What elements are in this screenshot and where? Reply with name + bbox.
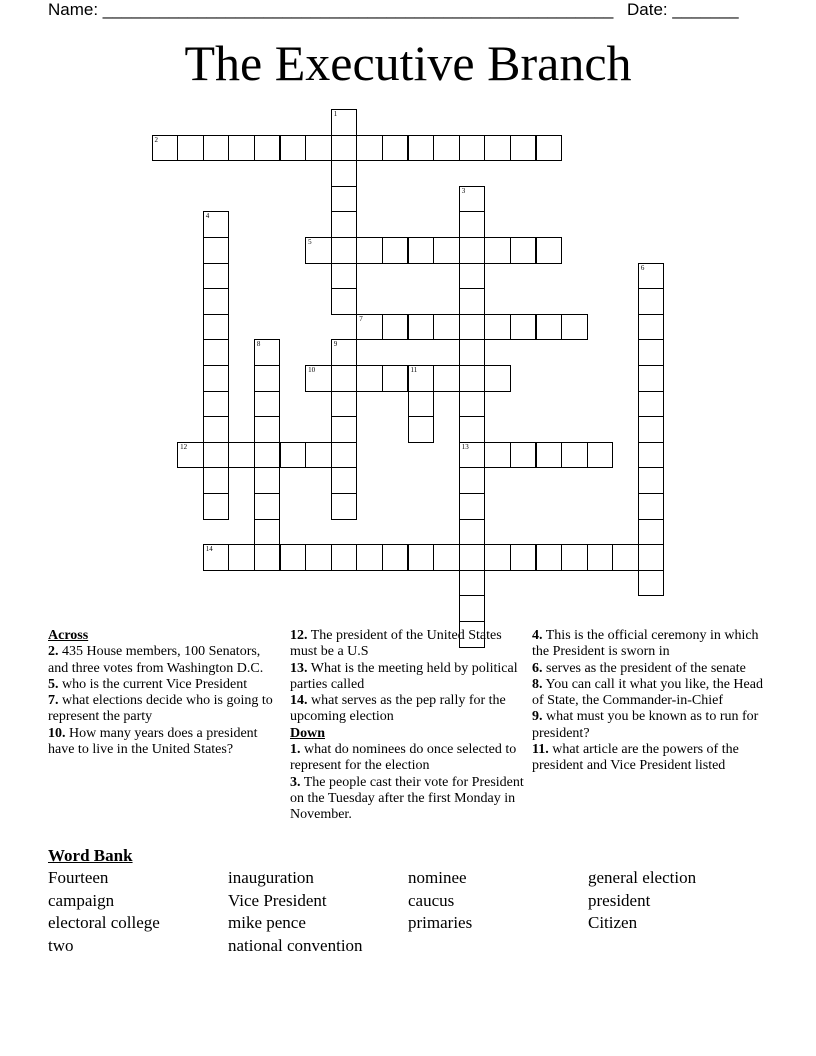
clue bbox=[290, 693, 526, 726]
clues-column-3 bbox=[532, 628, 768, 775]
crossword-cell[interactable] bbox=[561, 442, 588, 469]
crossword-cell[interactable] bbox=[459, 263, 486, 290]
crossword-cell[interactable] bbox=[331, 160, 358, 187]
crossword-cell[interactable] bbox=[203, 135, 230, 162]
clue-number: 1. bbox=[290, 742, 301, 758]
crossword-cell[interactable] bbox=[433, 544, 460, 571]
crossword-cell[interactable] bbox=[254, 391, 281, 418]
crossword-cell[interactable] bbox=[536, 544, 563, 571]
clue bbox=[290, 742, 526, 775]
crossword-cell[interactable] bbox=[305, 135, 332, 162]
crossword-cell[interactable] bbox=[331, 186, 358, 213]
crossword-cell[interactable] bbox=[510, 544, 537, 571]
clue-text: what serves as the pep rally for the upcoming election bbox=[290, 693, 506, 725]
crossword-cell[interactable] bbox=[254, 135, 281, 162]
clues-column-1 bbox=[48, 628, 284, 758]
clue-number: 7. bbox=[48, 693, 59, 709]
crossword-cell[interactable] bbox=[356, 314, 383, 341]
word-bank-item: president bbox=[588, 891, 651, 910]
crossword-cell[interactable] bbox=[382, 544, 409, 571]
clue-number: 2 bbox=[154, 135, 158, 144]
clue bbox=[532, 677, 768, 710]
crossword-cell[interactable] bbox=[254, 442, 281, 469]
crossword-cell[interactable] bbox=[177, 442, 204, 469]
clue bbox=[290, 775, 526, 824]
crossword-cell[interactable] bbox=[459, 467, 486, 494]
clue-text: You can call it what you like, the Head of State, the Commander-in-Chief bbox=[532, 676, 763, 709]
crossword-cell[interactable] bbox=[638, 570, 665, 597]
crossword-cell[interactable] bbox=[459, 570, 486, 597]
crossword-cell[interactable] bbox=[638, 544, 665, 571]
crossword-cell[interactable] bbox=[228, 135, 255, 162]
crossword-cell[interactable] bbox=[484, 365, 511, 392]
crossword-cell[interactable] bbox=[433, 365, 460, 392]
clue-number: 3 bbox=[461, 186, 466, 195]
clue-number: 13. bbox=[290, 660, 308, 676]
crossword-cell[interactable] bbox=[408, 365, 435, 392]
crossword-cell[interactable] bbox=[638, 416, 665, 443]
clue-number: 9 bbox=[333, 340, 338, 349]
clue-text: what do nominees do once selected to represent for the election bbox=[290, 742, 517, 774]
crossword-cell[interactable] bbox=[203, 263, 230, 290]
clue-number: 4 bbox=[205, 212, 210, 221]
crossword-cell[interactable] bbox=[484, 544, 511, 571]
clue-number: 10. bbox=[48, 725, 66, 741]
crossword-cell[interactable] bbox=[433, 314, 460, 341]
crossword-cell[interactable] bbox=[203, 416, 230, 443]
crossword-cell[interactable] bbox=[305, 442, 332, 469]
crossword-cell[interactable] bbox=[203, 211, 230, 238]
crossword-cell[interactable] bbox=[638, 288, 665, 315]
crossword-cell[interactable] bbox=[459, 442, 486, 469]
clue-number: 5. bbox=[48, 676, 59, 692]
crossword-cell[interactable] bbox=[459, 416, 486, 443]
clue bbox=[290, 628, 526, 661]
clue-number: 1 bbox=[333, 110, 338, 118]
crossword-cell[interactable] bbox=[356, 365, 383, 392]
crossword-cell[interactable] bbox=[484, 442, 511, 469]
crossword-cell[interactable] bbox=[510, 314, 537, 341]
crossword-cell[interactable] bbox=[382, 365, 409, 392]
crossword-cell[interactable] bbox=[331, 365, 358, 392]
clue-text: serves as the president of the senate bbox=[542, 660, 746, 676]
word-bank-item: two bbox=[48, 936, 74, 955]
clue-number: 5 bbox=[308, 238, 312, 246]
clue bbox=[48, 677, 284, 693]
crossword-cell[interactable] bbox=[638, 339, 665, 366]
crossword-cell[interactable] bbox=[331, 211, 358, 238]
crossword-cell[interactable] bbox=[587, 544, 614, 571]
crossword-cell[interactable] bbox=[536, 442, 563, 469]
clue-number: 11. bbox=[532, 742, 549, 758]
crossword-cell[interactable] bbox=[331, 237, 358, 264]
crossword-cell[interactable] bbox=[254, 493, 281, 520]
clue-number: 3. bbox=[290, 774, 301, 790]
clue bbox=[290, 661, 526, 694]
clue-number: 14. bbox=[290, 693, 308, 709]
crossword-cell[interactable] bbox=[331, 544, 358, 571]
crossword-cell[interactable] bbox=[459, 493, 486, 520]
crossword-cell[interactable] bbox=[536, 237, 563, 264]
word-bank-item: campaign bbox=[48, 891, 115, 910]
clue-number: 2. bbox=[48, 644, 59, 660]
crossword-cell[interactable] bbox=[305, 237, 332, 264]
crossword-cell[interactable] bbox=[228, 544, 255, 571]
clue-number: 6 bbox=[640, 263, 645, 272]
clue bbox=[48, 693, 284, 726]
clue-number: 10 bbox=[308, 366, 316, 374]
crossword-cell[interactable] bbox=[459, 237, 486, 264]
clue-text: 435 House members, 100 Senators, and three votes from Washington D.C. bbox=[48, 644, 264, 676]
crossword-cell[interactable] bbox=[510, 442, 537, 469]
crossword-cell[interactable] bbox=[254, 339, 281, 366]
crossword-cell[interactable] bbox=[254, 467, 281, 494]
crossword-cell[interactable] bbox=[382, 314, 409, 341]
word-bank-item: general election bbox=[588, 868, 697, 887]
crossword-cell[interactable] bbox=[305, 365, 332, 392]
clue-text: This is the official ceremony in which the President is sworn in bbox=[532, 628, 759, 660]
crossword-cell[interactable] bbox=[152, 135, 179, 162]
crossword-cell[interactable] bbox=[433, 135, 460, 162]
crossword-cell[interactable] bbox=[484, 135, 511, 162]
word-bank-item: electoral college bbox=[48, 913, 160, 932]
word-bank-item: Vice President bbox=[228, 891, 327, 910]
clue-text: what article are the powers of the president and Vice President listed bbox=[532, 742, 739, 774]
crossword-cell[interactable] bbox=[510, 237, 537, 264]
crossword-cell[interactable] bbox=[510, 135, 537, 162]
clue-text: what elections decide who is going to represent the party bbox=[48, 693, 273, 725]
crossword-cell[interactable] bbox=[254, 365, 281, 392]
crossword-cell[interactable] bbox=[408, 135, 435, 162]
crossword-cell[interactable] bbox=[459, 314, 486, 341]
clue-number: 14 bbox=[205, 545, 213, 554]
clue-number: 12 bbox=[180, 442, 188, 451]
clue bbox=[48, 726, 284, 759]
crossword-cell[interactable] bbox=[203, 442, 230, 469]
crossword-cell[interactable] bbox=[408, 416, 435, 443]
crossword-cell[interactable] bbox=[459, 391, 486, 418]
crossword-cell[interactable] bbox=[203, 391, 230, 418]
crossword-cell[interactable] bbox=[331, 391, 358, 418]
page-title: The Executive Branch bbox=[184, 35, 632, 91]
down-heading: Down bbox=[290, 725, 326, 741]
clue-number: 8. bbox=[532, 676, 543, 692]
crossword-cell[interactable] bbox=[536, 135, 563, 162]
clue bbox=[48, 644, 284, 677]
crossword-cell[interactable] bbox=[561, 314, 588, 341]
crossword-cell[interactable] bbox=[203, 237, 230, 264]
crossword-cell[interactable] bbox=[331, 339, 358, 366]
crossword-cell[interactable] bbox=[638, 519, 665, 546]
crossword-cell[interactable] bbox=[382, 237, 409, 264]
across-heading: Across bbox=[48, 628, 89, 643]
clue-number: 11 bbox=[410, 366, 418, 374]
clue-text: The people cast their vote for President on the Tuesday after the first Monday in November. bbox=[290, 774, 524, 823]
crossword-cell[interactable] bbox=[459, 544, 486, 571]
crossword-cell[interactable] bbox=[638, 263, 665, 290]
crossword-cell[interactable] bbox=[203, 493, 230, 520]
clue-number: 4. bbox=[532, 628, 543, 643]
clue-text: The president of the United States must be a U.S bbox=[290, 628, 502, 660]
word-bank-item: Citizen bbox=[588, 913, 638, 932]
crossword-cell[interactable] bbox=[254, 544, 281, 571]
clue-text: who is the current Vice President bbox=[58, 676, 248, 692]
clue-number: 9. bbox=[532, 709, 543, 725]
crossword-cell[interactable] bbox=[356, 237, 383, 264]
crossword-cell[interactable] bbox=[638, 493, 665, 520]
crossword-cell[interactable] bbox=[280, 442, 307, 469]
crossword-cell[interactable] bbox=[305, 544, 332, 571]
crossword-cell[interactable] bbox=[356, 135, 383, 162]
crossword-cell[interactable] bbox=[331, 442, 358, 469]
crossword-cell[interactable] bbox=[587, 442, 614, 469]
crossword-cell[interactable] bbox=[459, 365, 486, 392]
name-field[interactable]: Name: ______________________________________________________ bbox=[48, 0, 614, 19]
crossword-cell[interactable] bbox=[254, 416, 281, 443]
crossword-cell[interactable] bbox=[331, 416, 358, 443]
clue bbox=[532, 742, 768, 775]
crossword-cell[interactable] bbox=[612, 544, 639, 571]
crossword-cell[interactable] bbox=[459, 339, 486, 366]
crossword-cell[interactable] bbox=[561, 544, 588, 571]
crossword-cell[interactable] bbox=[331, 109, 358, 136]
word-bank-item: primaries bbox=[408, 913, 473, 932]
word-bank-item: national convention bbox=[228, 936, 363, 955]
clue-text: What is the meeting held by political parties called bbox=[290, 660, 518, 692]
word-bank-item: mike pence bbox=[228, 913, 306, 932]
crossword-cell[interactable] bbox=[203, 314, 230, 341]
crossword-cell[interactable] bbox=[203, 365, 230, 392]
crossword-cell[interactable] bbox=[638, 442, 665, 469]
crossword-cell[interactable] bbox=[408, 237, 435, 264]
clue-text: How many years does a president have to live in the United States? bbox=[48, 725, 258, 758]
crossword-cell[interactable] bbox=[382, 135, 409, 162]
crossword-cell[interactable] bbox=[203, 288, 230, 315]
crossword-cell[interactable] bbox=[459, 288, 486, 315]
crossword-cell[interactable] bbox=[203, 467, 230, 494]
crossword-cell[interactable] bbox=[484, 237, 511, 264]
crossword-cell[interactable] bbox=[254, 519, 281, 546]
clue-number: 6. bbox=[532, 660, 543, 676]
crossword-cell[interactable] bbox=[484, 314, 511, 341]
crossword-cell[interactable] bbox=[459, 211, 486, 238]
crossword-cell[interactable] bbox=[408, 314, 435, 341]
clue-number: 12. bbox=[290, 628, 308, 643]
crossword-cell[interactable] bbox=[177, 135, 204, 162]
crossword-cell[interactable] bbox=[433, 237, 460, 264]
crossword-cell[interactable] bbox=[280, 544, 307, 571]
crossword-cell[interactable] bbox=[638, 391, 665, 418]
crossword-cell[interactable] bbox=[408, 544, 435, 571]
word-bank-item: inauguration bbox=[228, 868, 314, 887]
crossword-cell[interactable] bbox=[638, 467, 665, 494]
crossword-cell[interactable] bbox=[331, 135, 358, 162]
word-bank-item: Fourteen bbox=[48, 868, 109, 887]
crossword-cell[interactable] bbox=[459, 135, 486, 162]
crossword-cell[interactable] bbox=[459, 519, 486, 546]
crossword-cell[interactable] bbox=[331, 493, 358, 520]
word-bank-item: nominee bbox=[408, 868, 467, 887]
crossword-cell[interactable] bbox=[638, 365, 665, 392]
word-bank-item: caucus bbox=[408, 891, 455, 910]
clue-number: 7 bbox=[359, 314, 363, 323]
crossword-cell[interactable] bbox=[331, 288, 358, 315]
clue-number: 13 bbox=[461, 442, 469, 451]
clue bbox=[532, 709, 768, 742]
word-bank-heading: Word Bank bbox=[48, 846, 133, 865]
crossword-cell[interactable] bbox=[459, 186, 486, 213]
crossword-cell[interactable] bbox=[203, 339, 230, 366]
crossword-cell[interactable] bbox=[408, 391, 435, 418]
date-field[interactable]: Date: _______ bbox=[627, 0, 739, 19]
crossword-cell[interactable] bbox=[638, 314, 665, 341]
crossword-cell[interactable] bbox=[203, 544, 230, 571]
crossword-cell[interactable] bbox=[331, 263, 358, 290]
clue bbox=[532, 661, 768, 677]
crossword-cell[interactable] bbox=[356, 544, 383, 571]
clue bbox=[532, 628, 768, 661]
crossword-cell[interactable] bbox=[459, 595, 486, 622]
crossword-cell[interactable] bbox=[331, 467, 358, 494]
clue-text: what must you be known as to run for president? bbox=[532, 709, 759, 741]
crossword-cell[interactable] bbox=[280, 135, 307, 162]
crossword-cell[interactable] bbox=[536, 314, 563, 341]
clue-number: 8 bbox=[256, 340, 261, 349]
clues-column-2 bbox=[290, 628, 526, 824]
crossword-cell[interactable] bbox=[228, 442, 255, 469]
